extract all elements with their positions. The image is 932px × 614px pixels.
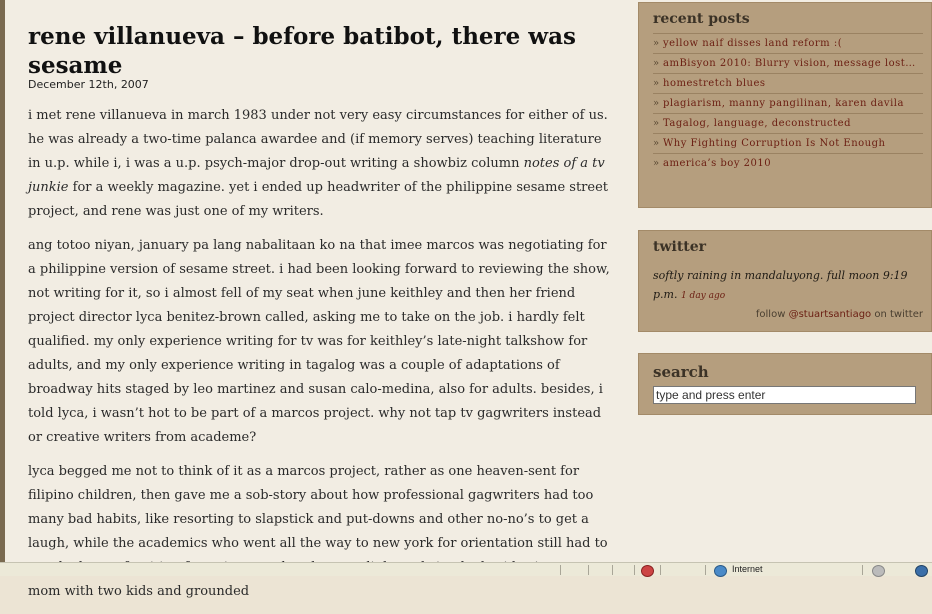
twitter-title: twitter xyxy=(653,239,707,255)
bullet-icon: » xyxy=(653,158,660,169)
recent-posts-title: recent posts xyxy=(653,11,750,27)
browser-status-bar xyxy=(0,562,932,576)
post-content xyxy=(5,0,632,599)
tweet-time-link[interactable]: 1 day ago xyxy=(680,291,726,301)
recent-post-label[interactable]: amBisyon 2010: Blurry vision, message lost… xyxy=(663,58,916,69)
security-zone-label: Internet xyxy=(732,564,763,574)
tweet-text: softly raining in mandaluyong. full moon 9:19 p.m. xyxy=(653,269,908,301)
post-body xyxy=(28,104,613,614)
paragraph-1-text-a: i met rene villanueva in march 1983 under not very easy circumstances for either of us. he was already a two-time palanca awardee and (if memory serves) teaching literature in u.p. while i, i was a u.p. psych-major drop-out writing a showbiz column xyxy=(28,108,608,171)
tweet xyxy=(653,266,921,306)
recent-post-label[interactable]: plagiarism, manny pangilinan, karen davila xyxy=(663,98,904,109)
status-divider xyxy=(560,565,561,575)
bullet-icon: » xyxy=(653,38,660,49)
paragraph-2: ang totoo niyan, january pa lang nabalitaan ko na that imee marcos was negotiating for a philippine version of sesame street. i had been looking forward to reviewing the show, not writing for it, so i almost fell of my seat when june keithley and then her friend project director lyca benitez-brown called, asking me to take on the job. i hardly felt qualified. my only experience writing for tv was for keithley’s late-night talkshow for adults, and my only experience writing in tagalog was a couple of adaptations of broadway hits staged by leo martinez and susan calo-medina, also for adults. besides, i told lyca, i wasn’t hot to be part of a marcos project. why not tap tv gagwriters instead or creative writers from academe? xyxy=(28,238,610,445)
zoom-icon[interactable] xyxy=(872,565,885,577)
recent-post-label[interactable]: homestretch blues xyxy=(663,78,766,89)
recent-post-link[interactable] xyxy=(653,153,923,173)
paragraph-1-text-b: for a weekly magazine. yet i ended up headwriter of the philippine sesame street project, and rene was just one of my writers. xyxy=(28,180,608,219)
post-date: December 12th, 2007 xyxy=(28,78,149,91)
recent-post-link[interactable] xyxy=(653,33,923,53)
recent-post-link[interactable] xyxy=(653,73,923,93)
internet-globe-icon xyxy=(714,565,727,577)
recent-posts-list xyxy=(653,33,923,173)
search-title: search xyxy=(653,363,709,381)
post-title[interactable]: rene villanueva – before batibot, there was sesame xyxy=(28,23,576,79)
status-divider xyxy=(588,565,589,575)
paragraph-3: lyca begged me not to think of it as a marcos project, rather as one heaven-sent for filipino children, then gave me a sob-story about how professional gagwriters had too many bad habits, like resorting to slapstick and put-downs and other no-no’s to get a laugh, while the academics who went all the way to new york for orientation still had to mom with two kids and grounded xyxy=(28,464,608,599)
status-divider xyxy=(705,565,706,575)
follow-line xyxy=(756,309,923,320)
status-divider xyxy=(634,565,635,575)
recent-post-link[interactable] xyxy=(653,93,923,113)
search-input[interactable] xyxy=(653,386,916,404)
sidebar xyxy=(632,0,932,562)
recent-post-link[interactable] xyxy=(653,53,923,73)
status-divider xyxy=(862,565,863,575)
status-divider xyxy=(612,565,613,575)
bullet-icon: » xyxy=(653,138,660,149)
recent-post-label[interactable]: Tagalog, language, deconstructed xyxy=(663,118,851,129)
follow-suffix: on twitter xyxy=(874,309,923,320)
column-title: notes of a tv junkie xyxy=(28,156,605,195)
status-divider xyxy=(660,565,661,575)
bullet-icon: » xyxy=(653,118,660,129)
bullet-icon: » xyxy=(653,98,660,109)
recent-posts-widget xyxy=(638,2,932,208)
bullet-icon: » xyxy=(653,78,660,89)
twitter-widget xyxy=(638,230,932,332)
twitter-handle-link[interactable]: @stuartsantiago xyxy=(788,309,872,320)
recent-post-link[interactable] xyxy=(653,133,923,153)
search-widget xyxy=(638,353,932,415)
recent-post-label[interactable]: yellow naif disses land reform :( xyxy=(663,38,843,49)
follow-prefix: follow xyxy=(755,309,786,320)
recent-post-link[interactable] xyxy=(653,113,923,133)
recent-post-label[interactable]: america’s boy 2010 xyxy=(663,158,772,169)
zoom-level-icon[interactable] xyxy=(915,565,928,577)
paragraph-1 xyxy=(28,104,613,224)
recent-post-label[interactable]: Why Fighting Corruption Is Not Enough xyxy=(663,138,886,149)
bullet-icon: » xyxy=(653,58,660,69)
privacy-eye-icon[interactable] xyxy=(641,565,654,577)
